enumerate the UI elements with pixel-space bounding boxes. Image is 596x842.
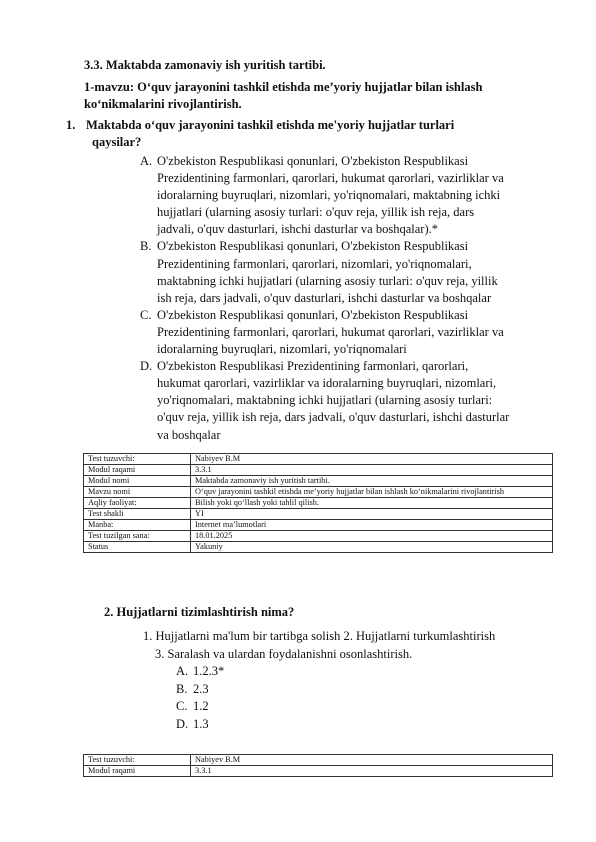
table-row <box>84 520 553 531</box>
option-letter: C. <box>140 307 152 322</box>
option-b <box>140 238 556 306</box>
table-key: Test tuzilgan sana: <box>84 531 191 542</box>
table-key: Modul raqami <box>84 766 191 777</box>
option-line: hujjatlari (ularning asosiy turlari: o'quv reja, yillik ish reja, dars <box>157 205 475 220</box>
option-line: o'quv reja, yillik ish reja, dars jadvali, o'quv dasturlari, ishchi dasturlar <box>157 410 510 425</box>
option-line: Prezidentining farmonlari, qarorlari, hukumat qarorlari, vazirliklar va <box>157 171 504 186</box>
table-row <box>84 498 553 509</box>
option-letter: B. <box>140 239 152 254</box>
table-key: Modul nomi <box>84 476 191 487</box>
table-value: Nabiyev B.M <box>191 454 553 465</box>
meta-table-1 <box>83 453 553 553</box>
table-key: Status <box>84 542 191 553</box>
table-key: Test tuzuvchi: <box>84 454 191 465</box>
option-line: va boshqalar <box>157 427 221 442</box>
option-a <box>140 153 556 238</box>
table-value: Nabiyev B.M <box>191 755 553 766</box>
option-c <box>176 698 224 716</box>
option-b <box>176 681 224 699</box>
question-1-line-1: Maktabda o‘quv jarayonini tashkil etishda me'yoriy hujjatlar turlari <box>86 118 455 132</box>
table-value: 3.3.1 <box>191 766 553 777</box>
table-key: Test shakli <box>84 509 191 520</box>
meta-table-2 <box>83 754 553 777</box>
option-d <box>140 358 556 443</box>
question-2-options <box>176 663 224 733</box>
table-value: 18.01.2025 <box>191 531 553 542</box>
table-row <box>84 487 553 498</box>
option-letter: D. <box>176 716 189 731</box>
option-text: 2.3 <box>193 681 209 696</box>
option-line: Prezidentining farmonlari, qarorlari, nizomlari, yo'riqnomalari, <box>157 256 472 271</box>
table-value: Internet ma’lumotlari <box>191 520 553 531</box>
table-row <box>84 755 553 766</box>
section-title: 3.3. Maktabda zamonaviy ish yuritish tartibi. <box>84 58 326 72</box>
table-value: YI <box>191 509 553 520</box>
option-line: O'zbekiston Respublikasi qonunlari, O'zbekiston Respublikasi <box>157 154 469 168</box>
option-c <box>140 307 556 358</box>
option-line: idoralarning buyruqlari, nizomlari, yo'riqnomalari, maktabning ichki <box>157 188 501 203</box>
topic-line-2: ko‘nikmalarini rivojlantirish. <box>84 97 242 111</box>
option-text: 1.2 <box>193 699 209 713</box>
table-key: Manba: <box>84 520 191 531</box>
option-letter: A. <box>140 154 153 168</box>
option-letter: B. <box>176 681 188 696</box>
table-row <box>84 476 553 487</box>
option-line: ish reja, dars jadvali, o'quv dasturlari, ishchi dasturlar va boshqalar <box>157 290 492 305</box>
question-1-options <box>140 153 556 444</box>
option-line: Prezidentining farmonlari, qarorlari, hukumat qarorlari, vazirliklar va <box>157 324 504 339</box>
option-line: idoralarning buyruqlari, nizomlari, yo'riqnomalari <box>157 342 407 357</box>
table-row <box>84 531 553 542</box>
question-2-line-2: 3. Saralash va ulardan foydalanishni osonlashtirish. <box>155 647 413 661</box>
table-row <box>84 465 553 476</box>
option-line: hukumat qarorlari, vazirliklar va idoralarning buyruqlari, nizomlari, <box>157 376 497 391</box>
option-text: 1.2.3* <box>193 664 225 678</box>
question-2-title: 2. Hujjatlarni tizimlashtirish nima? <box>104 605 295 619</box>
question-1 <box>66 117 556 151</box>
table-key: Test tuzuvchi: <box>84 755 191 766</box>
option-letter: D. <box>140 359 153 374</box>
table-value: O‘quv jarayonini tashkil etishda me’yoriy hujjatlar bilan ishlash ko‘nikmalarini rivojlantirish <box>191 487 553 498</box>
option-line: yo'riqnomalari, maktabning ichki hujjatlari (ularning asosiy turlari: <box>157 393 493 408</box>
table-row <box>84 509 553 520</box>
option-line: O'zbekiston Respublikasi qonunlari, O'zbekiston Respublikasi <box>157 307 469 322</box>
topic-line-1: 1-mavzu: O‘quv jarayonini tashkil etishda me’yoriy hujjatlar bilan ishlash <box>84 80 483 94</box>
option-letter: A. <box>176 664 189 678</box>
option-line: maktabning ichki hujjatlari (ularning asosiy turlari: o'quv reja, yillik <box>157 273 498 288</box>
table-key: Aqliy faoliyat: <box>84 498 191 509</box>
table-value: Maktabda zamonaviy ish yuritish tartibi. <box>191 476 553 487</box>
option-line: O'zbekiston Respublikasi qonunlari, O'zbekiston Respublikasi <box>157 239 469 254</box>
topic-heading <box>84 79 554 113</box>
table-row <box>84 542 553 553</box>
table-value: Bilish yoki qo‘llash yoki tahlil qilish. <box>191 498 553 509</box>
table-value: Yakuniy <box>191 542 553 553</box>
question-1-line-2: qaysilar? <box>92 135 142 149</box>
option-line: jadvali, o'quv dasturlari, ishchi dasturlar va boshqalar).* <box>157 222 438 237</box>
table-row <box>84 766 553 777</box>
question-1-number: 1. <box>66 118 76 132</box>
option-line: O'zbekiston Respublikasi Prezidentining farmonlari, qarorlari, <box>157 359 469 374</box>
question-2-text <box>143 627 563 663</box>
option-a <box>176 663 224 681</box>
table-value: 3.3.1 <box>191 465 553 476</box>
table-row <box>84 454 553 465</box>
option-text: 1.3 <box>193 716 209 731</box>
question-2-line-1: 1. Hujjatlarni ma'lum bir tartibga solish 2. Hujjatlarni turkumlashtirish <box>143 629 496 643</box>
option-d <box>176 716 224 734</box>
option-letter: C. <box>176 699 188 713</box>
table-key: Mavzu nomi <box>84 487 191 498</box>
table-key: Modul raqami <box>84 465 191 476</box>
